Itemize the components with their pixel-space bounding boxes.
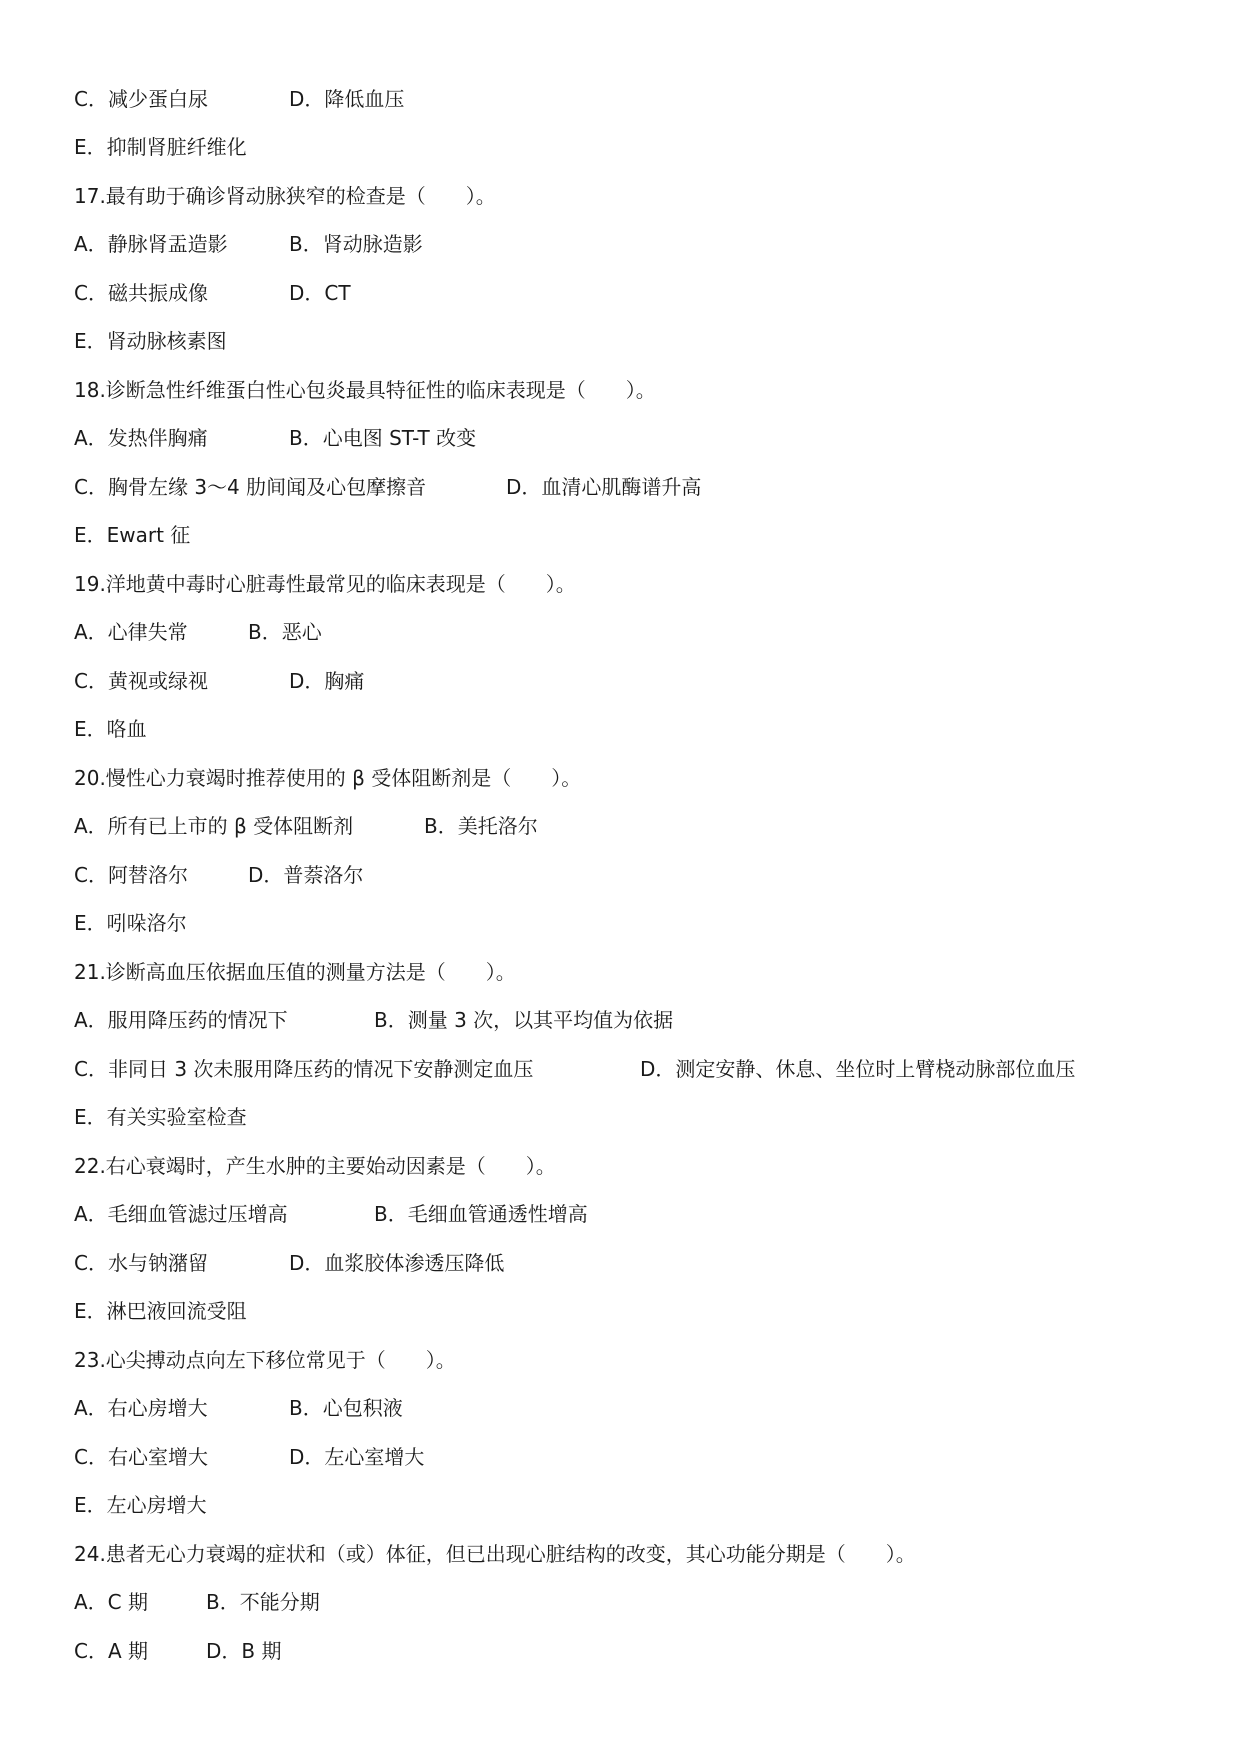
option-d: D．降低血压 — [289, 87, 405, 111]
option-c: C．磁共振成像 — [74, 281, 208, 305]
option-a: A．静脉肾盂造影 — [74, 232, 228, 256]
option-line — [74, 666, 364, 696]
option-b: B．心包积液 — [289, 1396, 403, 1420]
option-line — [74, 229, 423, 259]
option-line — [74, 1442, 424, 1472]
option-line — [74, 1005, 673, 1035]
option-d: D．左心室增大 — [289, 1445, 425, 1469]
question-text: 20.慢性心力衰竭时推荐使用的 β 受体阻断剂是（ ）。 — [74, 766, 582, 790]
option-e: E．Ewart 征 — [74, 523, 191, 547]
option-b: B．恶心 — [248, 620, 322, 644]
option-b: B．不能分期 — [206, 1590, 320, 1614]
option-b: B．测量 3 次，以其平均值为依据 — [374, 1008, 674, 1032]
option-line — [74, 1393, 403, 1423]
option-line — [74, 84, 404, 114]
option-line — [74, 326, 227, 356]
option-line — [74, 1199, 588, 1229]
question-22 — [74, 1151, 556, 1181]
option-d: D．血清心肌酶谱升高 — [506, 475, 702, 499]
question-text: 19.洋地黄中毒时心脏毒性最常见的临床表现是（ ）。 — [74, 572, 576, 596]
option-line — [74, 617, 322, 647]
option-a: A．发热伴胸痛 — [74, 426, 208, 450]
question-17 — [74, 181, 496, 211]
question-23 — [74, 1345, 456, 1375]
option-b: B．毛细血管通透性增高 — [374, 1202, 588, 1226]
option-e: E．有关实验室检查 — [74, 1105, 247, 1129]
option-d: D．胸痛 — [289, 669, 365, 693]
option-line — [74, 1296, 247, 1326]
option-line — [74, 714, 147, 744]
question-text: 23.心尖搏动点向左下移位常见于（ ）。 — [74, 1348, 456, 1372]
option-line — [74, 472, 701, 502]
question-text: 24.患者无心力衰竭的症状和（或）体征，但已出现心脏结构的改变，其心功能分期是（ ）。 — [74, 1542, 916, 1566]
option-line — [74, 1054, 1075, 1084]
question-24 — [74, 1539, 916, 1569]
option-line — [74, 423, 476, 453]
option-e: E．左心房增大 — [74, 1493, 207, 1517]
option-line — [74, 278, 351, 308]
question-20 — [74, 763, 581, 793]
option-line — [74, 1490, 207, 1520]
option-c: C．阿替洛尔 — [74, 863, 188, 887]
option-line — [74, 1587, 320, 1617]
option-line — [74, 132, 247, 162]
option-line — [74, 1248, 504, 1278]
option-d: D．普萘洛尔 — [248, 863, 364, 887]
question-19 — [74, 569, 576, 599]
option-a: A．心律失常 — [74, 620, 188, 644]
option-e: E．抑制肾脏纤维化 — [74, 135, 247, 159]
option-line — [74, 860, 363, 890]
option-a: A．C 期 — [74, 1590, 149, 1614]
option-a: A．服用降压药的情况下 — [74, 1008, 288, 1032]
option-line — [74, 908, 187, 938]
option-e: E．吲哚洛尔 — [74, 911, 187, 935]
option-a: A．毛细血管滤过压增高 — [74, 1202, 288, 1226]
option-d: D．B 期 — [206, 1639, 282, 1663]
question-text: 22.右心衰竭时，产生水肿的主要始动因素是（ ）。 — [74, 1154, 556, 1178]
option-line — [74, 520, 190, 550]
option-c: C．胸骨左缘 3～4 肋间闻及心包摩擦音 — [74, 475, 427, 499]
option-d: D．血浆胶体渗透压降低 — [289, 1251, 505, 1275]
question-text: 17.最有助于确诊肾动脉狭窄的检查是（ ）。 — [74, 184, 496, 208]
option-e: E．咯血 — [74, 717, 147, 741]
question-18 — [74, 375, 656, 405]
option-c: C．非同日 3 次未服用降压药的情况下安静测定血压 — [74, 1057, 534, 1081]
option-b: B．美托洛尔 — [424, 814, 538, 838]
option-d: D．测定安静、休息、坐位时上臂桡动脉部位血压 — [640, 1057, 1076, 1081]
option-e: E．肾动脉核素图 — [74, 329, 227, 353]
question-text: 21.诊断高血压依据血压值的测量方法是（ ）。 — [74, 960, 516, 984]
option-a: A．右心房增大 — [74, 1396, 208, 1420]
question-21 — [74, 957, 516, 987]
option-c: C．右心室增大 — [74, 1445, 208, 1469]
option-line — [74, 1636, 281, 1666]
option-a: A．所有已上市的 β 受体阻断剂 — [74, 814, 354, 838]
question-text: 18.诊断急性纤维蛋白性心包炎最具特征性的临床表现是（ ）。 — [74, 378, 656, 402]
option-c: C．水与钠潴留 — [74, 1251, 208, 1275]
option-line — [74, 811, 538, 841]
option-c: C．A 期 — [74, 1639, 149, 1663]
option-c: C．黄视或绿视 — [74, 669, 208, 693]
option-c: C．减少蛋白尿 — [74, 87, 208, 111]
option-b: B．心电图 ST-T 改变 — [289, 426, 477, 450]
option-e: E．淋巴液回流受阻 — [74, 1299, 247, 1323]
option-b: B．肾动脉造影 — [289, 232, 423, 256]
option-line — [74, 1102, 247, 1132]
option-d: D．CT — [289, 281, 351, 305]
